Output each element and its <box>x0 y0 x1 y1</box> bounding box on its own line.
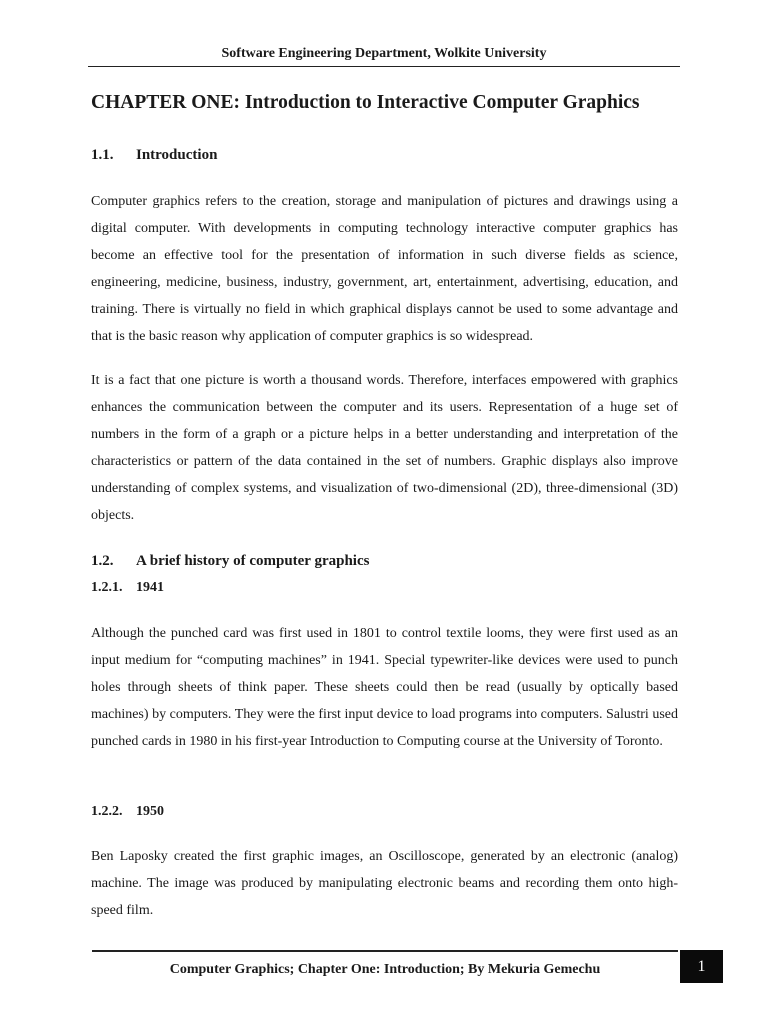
page-header: Software Engineering Department, Wolkite University <box>88 46 680 67</box>
section-title: 1941 <box>136 580 164 595</box>
section-number: 1.2. <box>91 553 114 569</box>
section-number: 1.2.1. <box>91 580 123 595</box>
paragraph-laposky: Ben Laposky created the first graphic images, an Oscilloscope, generated by an electronic (analog) machine. The image was produced by manipulating electronic beams and recording them onto high-speed film. <box>91 849 678 918</box>
page-number-badge: 1 <box>680 950 723 983</box>
section-number: 1.2.2. <box>91 804 123 819</box>
section-heading-history <box>91 553 369 570</box>
page-footer: Computer Graphics; Chapter One: Introduction; By Mekuria Gemechu <box>169 962 601 977</box>
paragraph-picture-worth: It is a fact that one picture is worth a thousand words. Therefore, interfaces empowered with graphics enhances the communication between the computer and its users. Representation of a huge set of numbers in the form of a graph or a picture helps in a better understanding and interpretation of the characteristics or pattern of the data contained in the set of numbers. Graphic displays also improve understanding of complex systems, and visualization of two-dimensional (2D), three-dimensional (3D) objects. <box>91 373 678 523</box>
chapter-title: CHAPTER ONE: Introduction to Interactive Computer Graphics <box>91 92 640 113</box>
section-title: Introduction <box>136 147 218 163</box>
section-heading-introduction <box>91 147 217 164</box>
paragraph-punched-card: Although the punched card was first used in 1801 to control textile looms, they were first used as an input medium for “computing machines” in 1941. Special typewriter-like devices were used to punch holes through sheets of think paper. These sheets could then be read (usually by optically based machines) by computers. They were the first input device to load programs into computers. Salustri used punched cards in 1980 in his first-year Introduction to Computing course at the University of Toronto. <box>91 626 678 749</box>
section-title: A brief history of computer graphics <box>136 553 370 569</box>
section-title: 1950 <box>136 804 164 819</box>
section-heading-1941 <box>91 580 164 596</box>
section-number: 1.1. <box>91 147 114 163</box>
paragraph-intro-definition: Computer graphics refers to the creation, storage and manipulation of pictures and drawings using a digital computer. With developments in computing technology interactive computer graphics has become an effective tool for the presentation of information in such diverse fields as science, engineering, medicine, business, industry, government, art, entertainment, advertising, education, and training. There is virtually no field in which graphical displays cannot be used to some advantage and that is the basic reason why application of computer graphics is so widespread. <box>91 194 678 344</box>
footer-divider <box>92 950 678 952</box>
section-heading-1950 <box>91 804 164 820</box>
